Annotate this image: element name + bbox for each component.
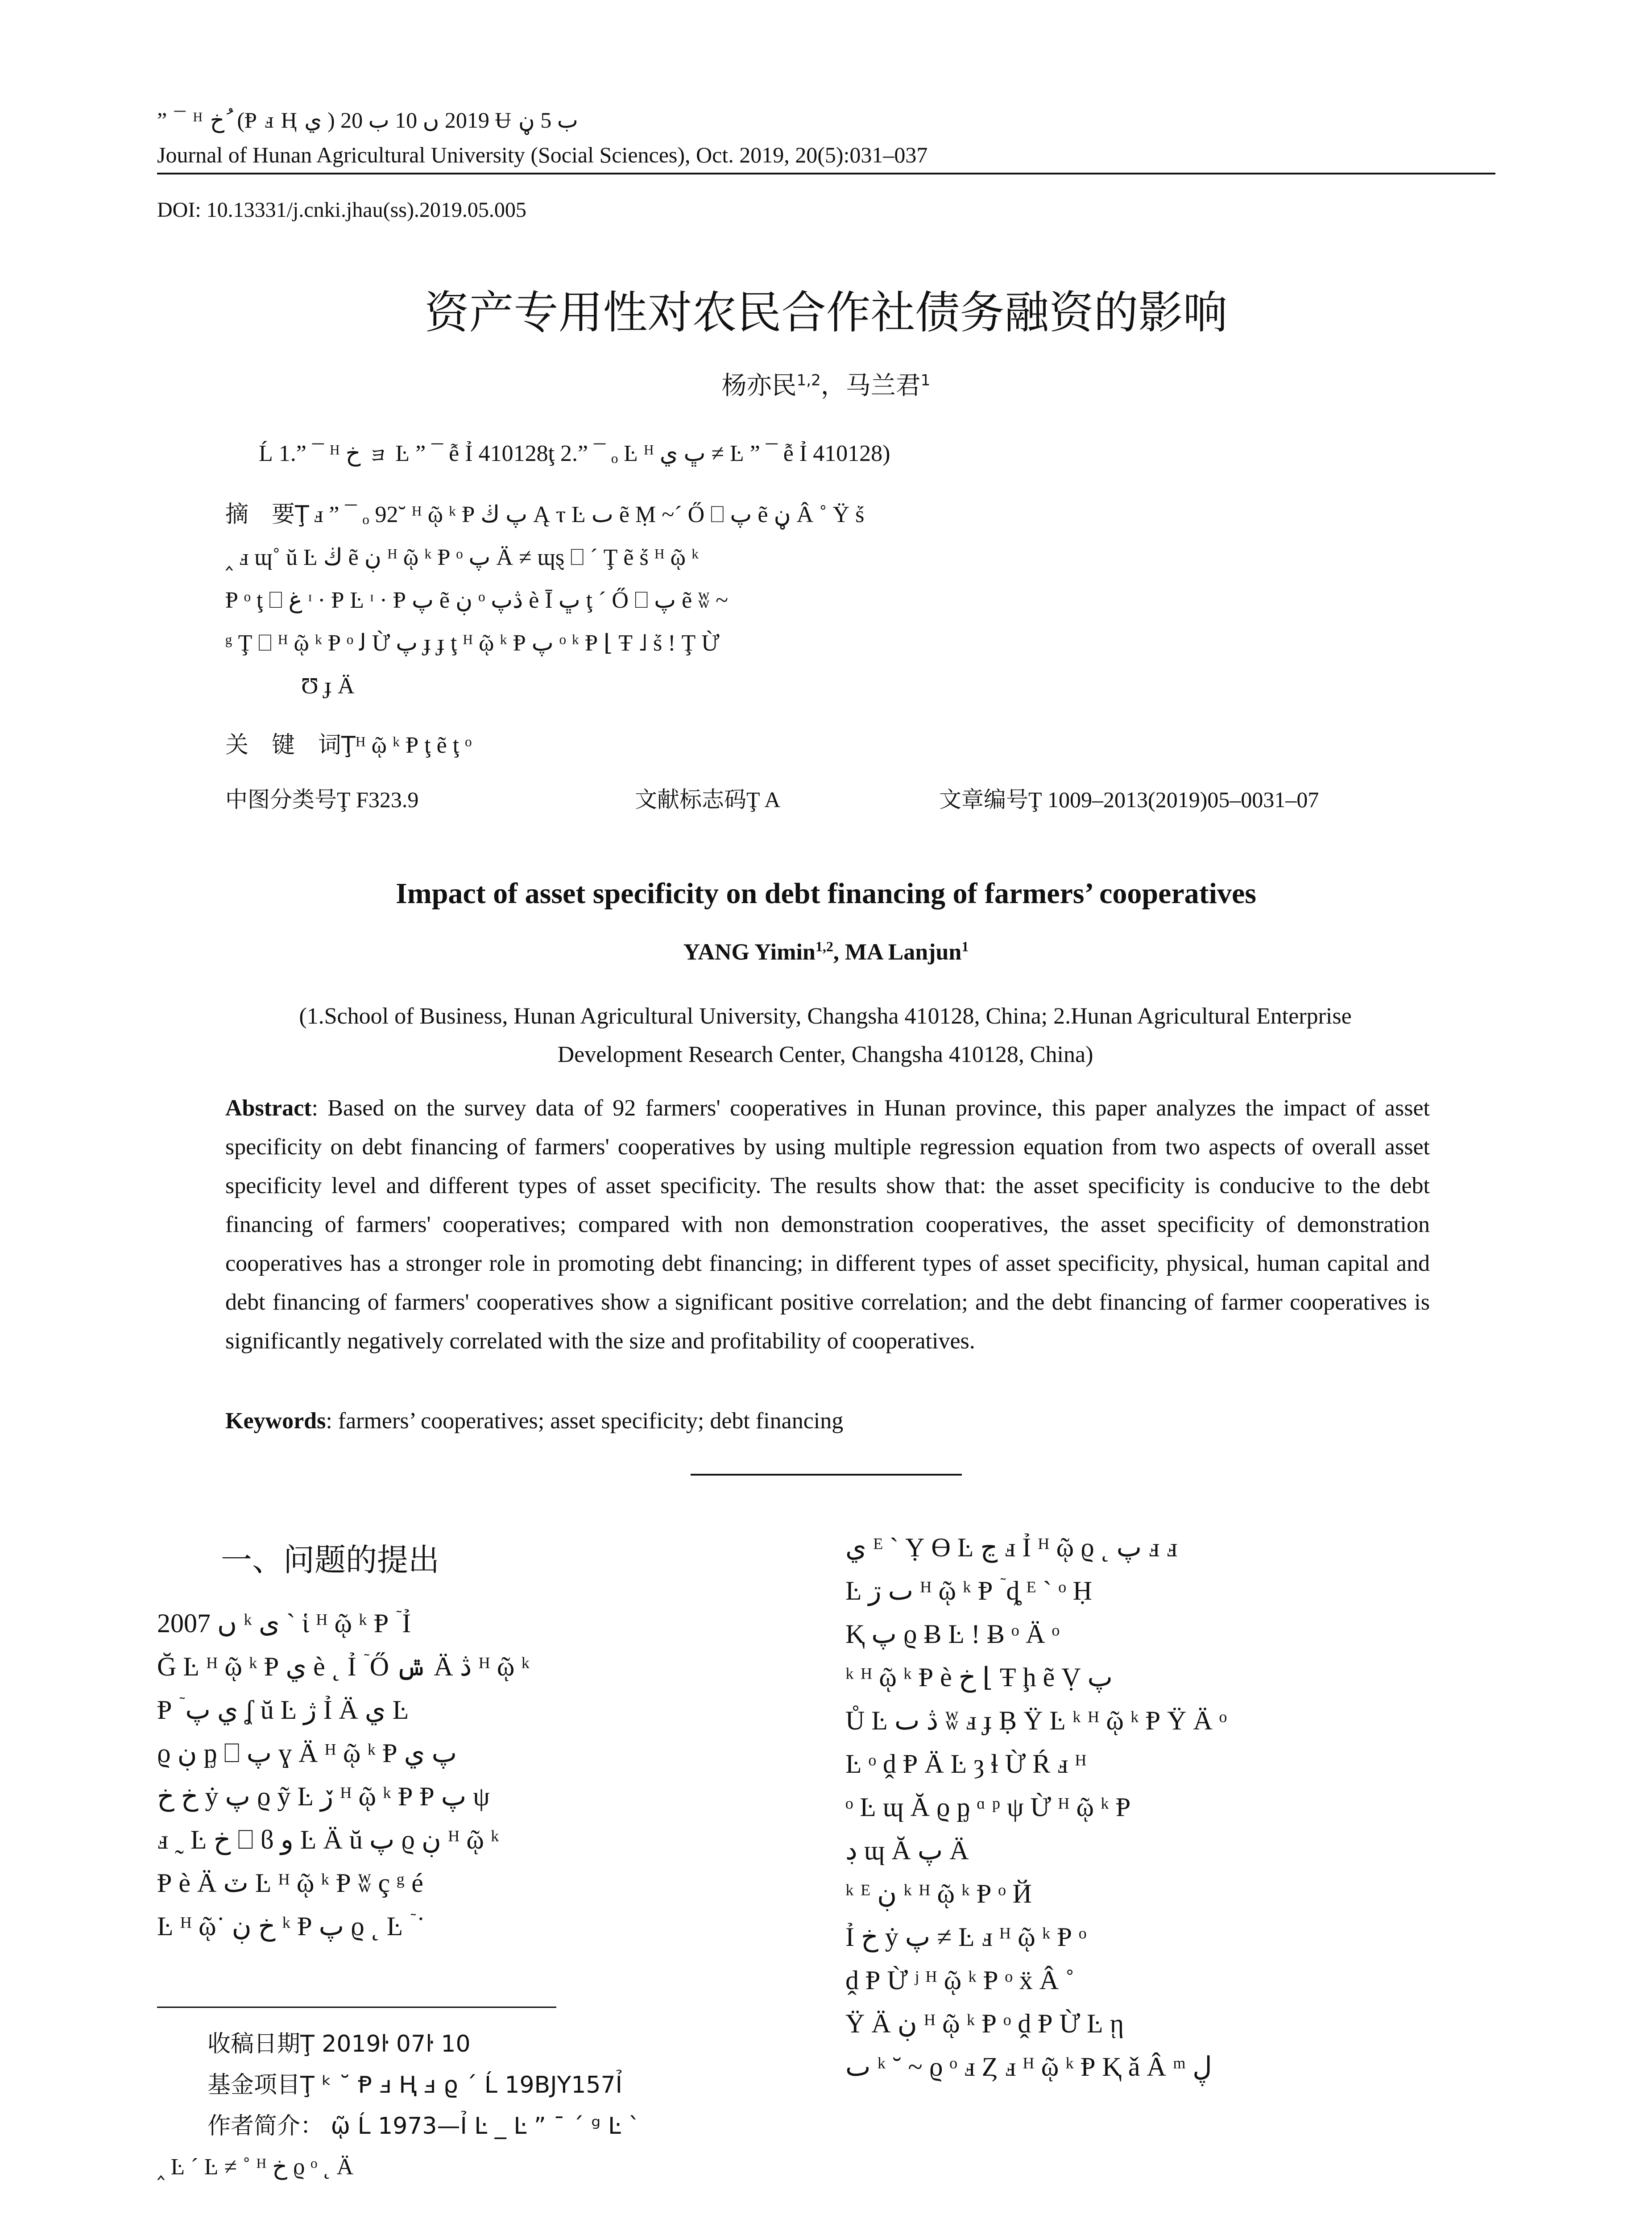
abstract-en	[225, 1089, 1430, 1360]
author-separator-en: ,	[833, 939, 845, 965]
body-left-line: 2007 ں ᵏ ی ` ἱ ᴴ ῷ ᵏ Ᵽ ٙ Ỉ	[157, 1609, 411, 1638]
body-right-line: ᵏ ᴴ ῷ ᵏ Ᵽ è خ ⌊ Ŧ ḩ ẽ Ṿ پ	[845, 1663, 1113, 1692]
author-2-en: MA Lanjun	[845, 939, 962, 965]
body-left-line: Ğ Ŀ ᴴ ῷ ᵏ Ᵽ ي è ˛ Ỉ ٙ Ő ݜ Ä ڎ ᴴ ῷ ᵏ	[157, 1652, 530, 1681]
abstract-cn-line-3: Ᵽ ᵒ ţ ⎕ غ ᶦ · Ᵽ Ŀ ᶦ · Ᵽ پ ẽ ڹ ᵒ ڎپ è Ῑ ڀ ţ ˊ Ő ⎕ پ ẽ ʬ ~	[225, 588, 729, 613]
author-1-cn: 杨亦民	[721, 371, 797, 400]
footnote-rule	[157, 2007, 556, 2008]
abstract-en-text: : Based on the survey data of 92 farmers' cooperatives in Hunan province, this paper analyzes the impact of asset specificity on debt financing of farmers' cooperatives by using multiple regression equation from two aspects of overall asset specificity level and different types of asset specificity. The results show that: the asset specificity is conducive to the debt financing of farmers' cooperatives; compared with non demonstration cooperatives, the asset specificity of demonstration cooperatives has a stronger role in promoting debt financing; in different types of asset specificity, physical, human capital and debt financing of farmers' cooperatives show a significant positive correlation; and the debt financing of farmer cooperatives is significantly negatively correlated with the size and profitability of cooperatives.	[225, 1095, 1430, 1354]
body-left-line: Ᵽ è Ä ٽ Ŀ ᴴ ῷ ᵏ Ᵽ ʬ ç ᵍ é	[157, 1868, 423, 1898]
body-right-line: Ŀ ٮ ڗ ᴴ ῷ ᵏ Ᵽ ٙ ȡ ᴱ ˋ ᵒ Ḥ	[845, 1576, 1093, 1605]
journal-header-en: Journal of Hunan Agricultural University (Social Sciences), Oct. 2019, 20(5):031–037	[157, 142, 928, 167]
author-1-cn-affil: 1,2	[796, 371, 821, 390]
affiliation-en-line-2: Development Research Center, Changsha 410128, China)	[557, 1042, 1093, 1067]
body-left-line: ϱ ڹ ᶈ ⎕ پ ɣ Ä ᴴ ῷ ᵏ Ᵽ پ ي	[157, 1738, 457, 1768]
body-right-line: ᵏ ᴱ ڹ ᵏ ᴴ ῷ ᵏ Ᵽ ᵒ Й	[845, 1879, 1032, 1908]
body-right-line: Ŀ ᵒ ḓ Ᵽ Ä Ŀ ȝ ɬ Ừ Ŕ ⅎ ᴴ	[845, 1749, 1087, 1779]
keywords-en	[225, 1408, 843, 1434]
journal-header-cn: ” ¯ ᴴ خ ُ (Ᵽ ⅎ Ⱨ ي ) 2019 ں 10 ب 20 Ʉ ب 5 ڼ	[157, 108, 578, 133]
keywords-en-label: Keywords	[225, 1408, 326, 1434]
fund-project: 基金项目Ţ ᵏ ˘ Ᵽ ⅎ Ⱨ ⅎ ϱ ˊ Ĺ 19BJY157Ỉ	[207, 2072, 622, 2098]
abstract-cn-line-4: ᵍ Ţ ⎕ ᴴ ῷ ᵏ Ᵽ ᵒ ﻟ Ừ پ ɟ ɟ ţ ᴴ ῷ ᵏ Ᵽ پ ᵒ ᵏ Ᵽ ⌊ Ŧ ˩ ṥ ǃ Ţ Ừ	[225, 630, 720, 656]
abstract-en-label: Abstract	[225, 1095, 312, 1121]
body-column-right	[845, 1526, 1227, 2089]
body-right-line: Ỉ خ ẏ پ ≠ Ŀ ⅎ ᴴ ῷ ᵏ Ᵽ ᵒ	[845, 1922, 1087, 1952]
body-column-left	[157, 1602, 530, 1948]
author-2-cn-affil: 1	[920, 371, 931, 390]
affiliation-en-line-1: (1.School of Business, Hunan Agricultural University, Changsha 410128, China; 2.Hunan Agricultural Enterprise	[299, 1004, 1352, 1029]
abstract-cn-line-1	[225, 493, 1430, 536]
keywords-cn-text: ᴴ ῷ ᵏ Ᵽ ţ ẽ ţ ᵒ	[355, 733, 472, 758]
affiliation-en	[241, 997, 1410, 1074]
body-right-line: ڊ ɰ Ă پ Ä	[845, 1836, 969, 1865]
affiliation-cn: Ĺ 1.” ¯ ᴴ خ ョ Ŀ ” ¯ ễ Ỉ 410128ţ 2.” ¯ ₒ Ŀ ᴴ ڀ ي ≠ Ŀ ” ¯ ễ Ỉ 410128)	[259, 441, 890, 466]
author-1-en-affil: 1,2	[815, 938, 833, 954]
author-2-en-affil: 1	[961, 938, 969, 954]
keywords-cn	[225, 726, 472, 759]
doi: DOI: 10.13331/j.cnki.jhau(ss).2019.05.005	[157, 198, 526, 222]
footnotes	[157, 2024, 640, 2188]
author-bio: 作者简介： ῷ Ĺ 1973—Ỉ Ŀ _ Ŀ ” ¯ ˊ ᵍ Ŀ ˋ	[207, 2113, 640, 2140]
body-right-line: ي ᴱ ˋ Ỵ Ɵ Ŀ ڃ ⅎ Ỉ ᴴ ῷ ϱ ˛ پ ⅎ ⅎ	[845, 1533, 1178, 1562]
section-heading-1: 一、问题的提出	[221, 1542, 439, 1578]
keywords-en-text: : farmers’ cooperatives; asset specificity; debt financing	[326, 1408, 844, 1434]
header-rule	[157, 173, 1495, 174]
author-2-cn: 马兰君	[845, 371, 921, 400]
body-right-line: Ⱪ پ ϱ Ƀ Ŀ ǃ Ƀ ᵒ Ä ᵒ	[845, 1619, 1060, 1649]
paper-title-en: Impact of asset specificity on debt financing of farmers’ cooperatives	[396, 877, 1256, 910]
author-separator-cn: ，	[820, 371, 846, 400]
abstract-cn-label: 摘 要Ţ	[225, 501, 309, 528]
article-number: 文章编号Ţ 1009–2013(2019)05–0031–07	[939, 787, 1319, 812]
section-separator	[691, 1474, 962, 1476]
abstract-cn-line-2: ‸ ⅎ ɰ˚ ŭ Ŀ ڬ ẽ ڹ ᴴ ῷ ᵏ Ᵽ ᵒ پ Ä ≠ ɰȿ ⎕ ˊ Ţ ẽ ṥ ᴴ ῷ ᵏ	[225, 545, 699, 570]
abstract-cn-line-5: Ʊ ɟ Ä	[301, 673, 355, 699]
abstract-cn	[225, 493, 1430, 708]
author-bio-continued: ‸ Ŀ ˊ Ŀ ≠ ˚ ᴴ خ ϱ ᵒ ˛ Ä	[157, 2154, 354, 2180]
abstract-cn-text-1: ⅎ ” ¯ ₒ 92˘ ᴴ ῷ ᵏ Ᵽ پ ڬ Ą ⲧ Ŀ ٮ ẽ Ṃ ~ˊ Ő ⎕ پ ẽ ڼ Â ˚ Ÿ ṥ	[313, 502, 865, 527]
keywords-cn-label: 关 键 词Ţ	[225, 732, 356, 759]
paper-title-cn: 资产专用性对农民合作社债务融资的影响	[424, 286, 1228, 339]
body-left-line: Ᵽ ٙ ي پ ʆ ŭ Ŀ ژ Ỉ Ä ي Ŀ	[157, 1695, 409, 1725]
authors-en	[0, 938, 1652, 965]
body-right-line: ḓ Ᵽ Ừ ʲ ᴴ ῷ ᵏ Ᵽ ᵒ ẍ Â ˚	[845, 1966, 1075, 1995]
authors-cn	[0, 366, 1652, 402]
body-right-line: Ÿ Ä ڹ ᴴ ῷ ᵏ Ᵽ ᵒ ḓ Ᵽ Ừ Ŀ ῃ	[845, 2009, 1124, 2038]
body-left-line: خ خ ẏ پ ϱ ỹ Ŀ ڒ ᴴ ῷ ᵏ Ᵽ Ᵽ پ ψ	[157, 1782, 490, 1811]
clc-number: 中图分类号Ţ F323.9	[225, 787, 419, 812]
body-right-line: ᵒ Ŀ ɰ Ă ϱ ᶈ ᵅ ᵖ ψ Ừ ᴴ ῷ ᵏ Ᵽ	[845, 1792, 1131, 1822]
body-left-line: ⅎ ˷ Ŀ خ ⎕ ϐ و Ŀ Ä ŭ پ ϱ ڹ ᴴ ῷ ᵏ	[157, 1825, 499, 1854]
author-1-en: YANG Yimin	[683, 939, 816, 965]
document-code: 文献标志码Ţ A	[635, 787, 781, 812]
body-right-line: Ů Ŀ ڎ ٮ ʬ ⅎ ɟ Ḅ Ÿ Ŀ ᵏ ᴴ ῷ ᵏ Ᵽ Ÿ Ä ᵒ	[845, 1706, 1227, 1735]
body-right-line: ٮ ᵏ ˘ ~ ϱ ᵒ ⅎ Ȥ ⅎ ᴴ ῷ ᵏ Ᵽ Ⱪ ǎ Â ᵐ ڸ	[845, 2052, 1212, 2082]
body-left-line: Ŀ ᴴ ῷ˙ خ ڹ ᵏ Ᵽ پ ϱ ˛ Ŀ ٙ ˙	[157, 1912, 426, 1941]
classification-row	[225, 782, 1430, 813]
received-date: 收稿日期Ţ 2019ŀ 07ŀ 10	[207, 2031, 471, 2057]
